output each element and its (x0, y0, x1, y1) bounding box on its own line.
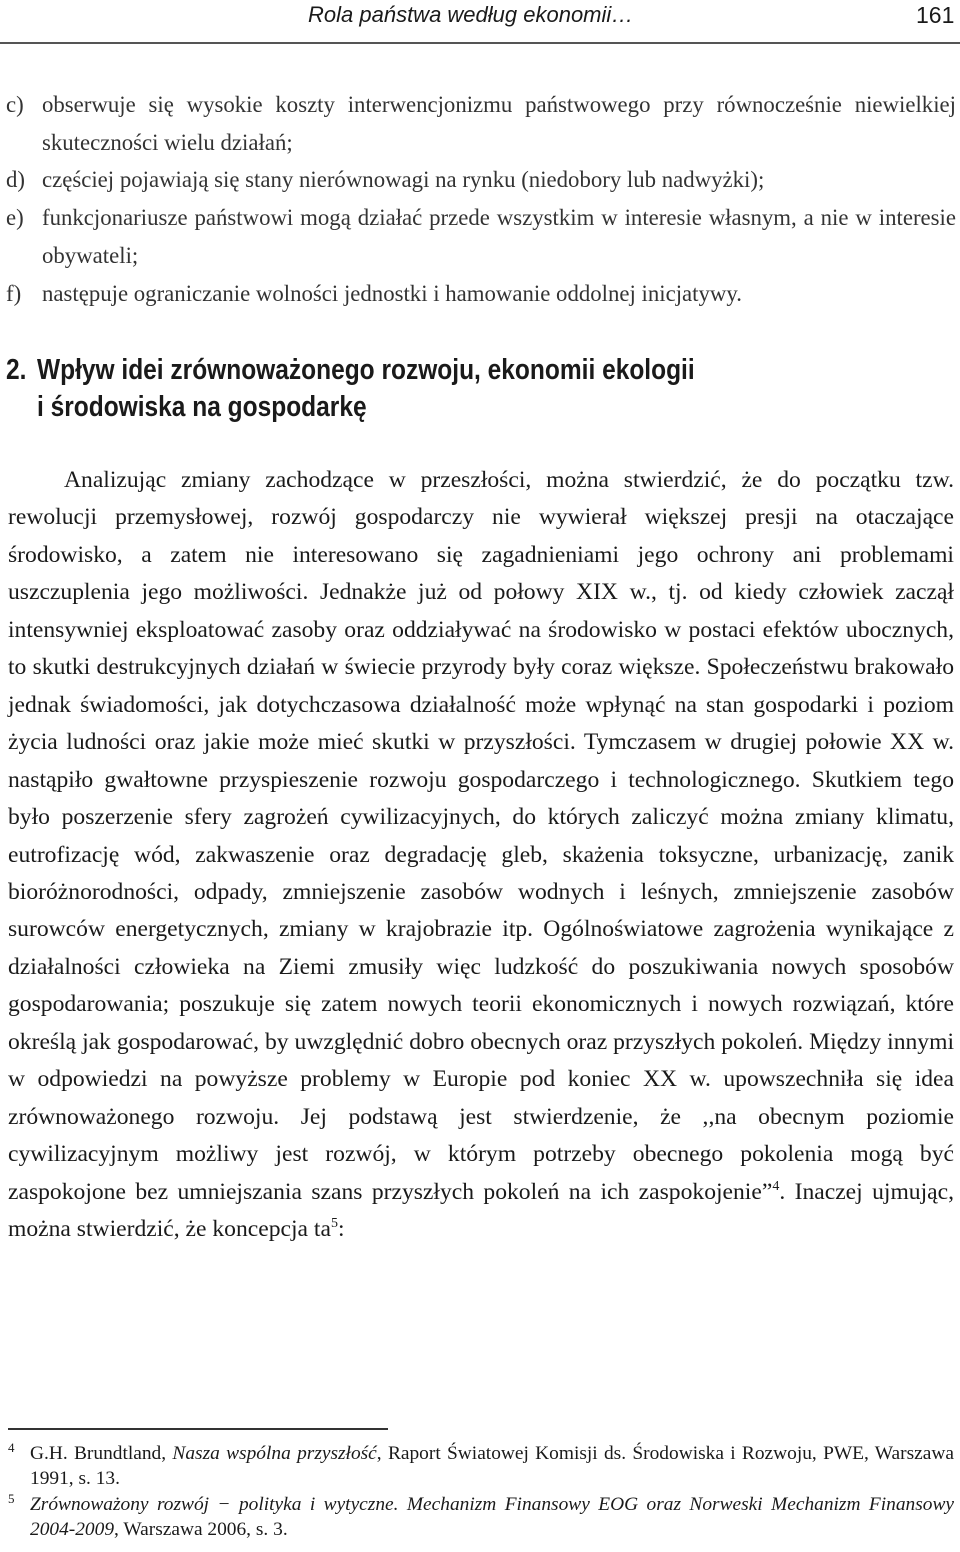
footnote-number: 4 (8, 1440, 15, 1455)
paragraph-text: Analizując zmiany zachodzące w przeszłości, można stwierdzić, że do początku tzw. rewolucji przemysłowej, rozwój gospodarczy nie wywierał większej presji na otaczające środowisko, a zatem nie interesowano się zagadnieniami jego ochrony ani problemami uszczuplenia jego możliwości. Jednakże już od połowy XIX w., tj. od kiedy człowiek zaczął intensywniej eksploatować zasoby oraz oddziaływać na środowisko w postaci efektów ubocznych, to skutki destrukcyjnych działań w świecie przyrody były coraz większe. Społeczeństwu brakowało jednak świadomości, jak dotychczasowa działalność może wpłynąć na stan gospodarki i poziom życia ludności oraz jakie może mieć skutki w przyszłości. Tymczasem w drugiej połowie XX w. nastąpiło gwałtowne przyspieszenie rozwoju gospodarczego i technologicznego. Skutkiem tego było poszerzenie sfery zagrożeń cywilizacyjnych, do których zaliczyć można zmiany klimatu, eutrofizację wód, zakwaszenie oraz degradację gleb, skażenia toksyczne, urbanizację, zanik bioróżnorodności, odpady, zmniejszenie zasobów wodnych i leśnych, zmniejszenie zasobów surowców energetycznych, zmiany w krajobrazie itp. Ogólnoświatowe zagrożenia wynikające z działalności człowieka na Ziemi zmusiły więc ludzkość do poszukiwania nowych sposobów gospodarowania; poszukuje się zatem nowych teorii ekonomicznych i nowych rozwiązań, które określą jak gospodarować, by uwzględnić dobro obecnych oraz przyszłych pokoleń. Między innymi w odpowiedzi na powyższe problemy w Europie pod koniec XX w. upowszechniła się idea zrównoważonego rozwoju. Jej podstawą jest stwierdzenie, że ,,na obecnym poziomie cywilizacyjnym możliwy jest rozwój, w którym potrzeby obecnego pokolenia mogą być zaspokojone bez umniejszania szans przyszłych pokoleń na ich zaspokojenie” (8, 467, 954, 1205)
list-marker: d) (6, 167, 25, 193)
list-marker: c) (6, 92, 24, 117)
paragraph-text-end: : (337, 1216, 345, 1243)
list-item-text: funkcjonariusze państwowi mogą działać przede wszystkim w interesie własnym, a nie w interesie obywateli; (42, 205, 956, 268)
list-item (6, 86, 956, 161)
footnote-text: , Warszawa 2006, s. 3. (114, 1519, 288, 1540)
footnote-separator (8, 1428, 388, 1430)
footnotes (8, 1441, 954, 1543)
list-item (6, 275, 956, 313)
footnote-number: 5 (8, 1491, 15, 1506)
list-marker: e) (6, 205, 24, 231)
list-item (6, 199, 956, 274)
footnote-text: G.H. Brundtland, (30, 1443, 173, 1464)
footnote-text: , Raport Światowej Komisji ds. Środowiska i Rozwoju, PWE, Warszawa 1991, s. 13. (30, 1443, 954, 1489)
section-title-line2: i środowiska na gospodarkę (36, 391, 367, 423)
list-item-text: następuje ograniczanie wolności jednostki i hamowanie oddolnej inicjatywy. (42, 280, 742, 306)
page-number: 161 (916, 2, 955, 28)
running-title: Rola państwa według ekonomii… (308, 2, 634, 27)
footnote (8, 1441, 954, 1491)
footnote-ref[interactable]: 4 (772, 1178, 780, 1194)
running-header (0, 0, 960, 44)
list-item-text: obserwuje się wysokie koszty interwencjonizmu państwowego przy równocześnie niewielkiej skuteczności wielu działań; (42, 92, 956, 155)
footnote-ref[interactable]: 5 (330, 1216, 338, 1232)
footnote (8, 1492, 954, 1542)
section-number: 2. (6, 354, 27, 386)
enumerated-list (6, 86, 956, 312)
paragraph-text-middle: . Inaczej ujmując, można stwierdzić, że koncepcja ta (8, 1178, 954, 1243)
list-item-text: częściej pojawiają się stany nierównowagi na rynku (niedobory lub nadwyżki); (42, 167, 765, 193)
section-title-line1: Wpływ idei zrównoważonego rozwoju, ekonomii ekologii (36, 354, 695, 386)
header-rule (0, 42, 960, 44)
list-marker: f) (6, 280, 22, 306)
section-heading (6, 352, 814, 426)
body-paragraph (8, 462, 954, 1249)
footnote-title: Zrównoważony rozwój − polityka i wytyczne. Mechanizm Finansowy EOG oraz Norweski Mechanizm Finansowy 2004-2009 (30, 1494, 954, 1540)
list-item (6, 161, 956, 199)
footnote-title: Nasza wspólna przyszłość (172, 1443, 377, 1464)
